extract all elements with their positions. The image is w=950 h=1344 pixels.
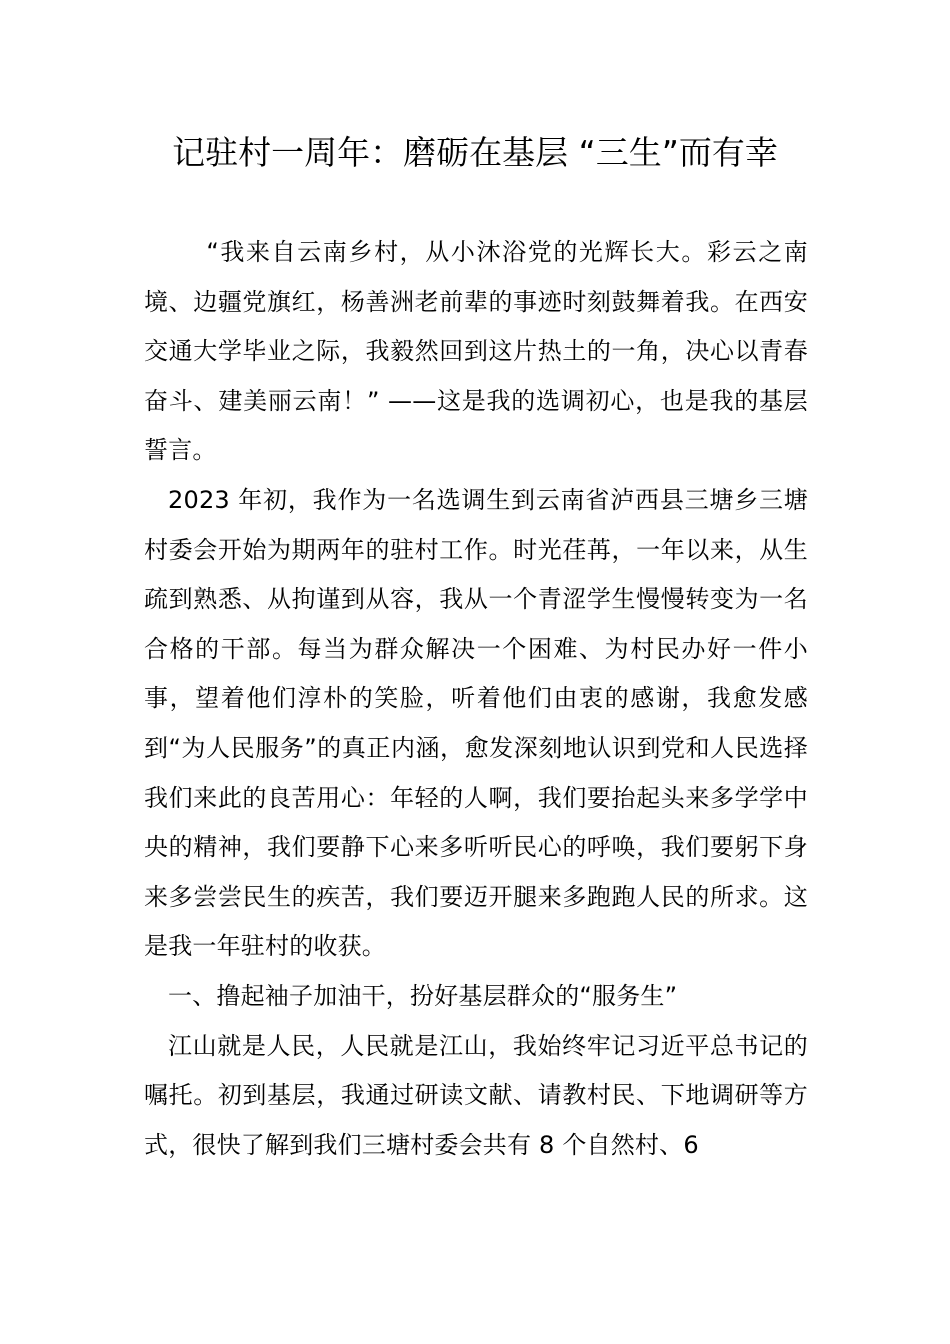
document-body: [144, 228, 808, 1170]
page-title: 记驻村一周年：磨砺在基层 “三生”而有幸: [172, 133, 778, 172]
paragraph-background: 2023 年初，我作为一名选调生到云南省泸西县三塘乡三塘村委会开始为期两年的驻村工作。时光荏苒，一年以来，从生疏到熟悉、从拘谨到从容，我从一个青涩学生慢慢转变为一名合格的干部。每当为群众解决一个困难、为村民办好一件小事，望着他们淳朴的笑脸，听着他们由衷的感谢，我愈发感到“为人民服务”的真正内涵，愈发深刻地认识到党和人民选择我们来此的良苦用心：年轻的人啊，我们要抬起头来多学学中央的精神，我们要静下心来多听听民心的呼唤，我们要躬下身来多尝尝民生的疾苦，我们要迈开腿来多跑跑人民的所求。这是我一年驻村的收获。: [144, 485, 808, 961]
paragraph-intro-quote: “我来自云南乡村，从小沐浴党的光辉长大。彩云之南境、边疆党旗红，杨善洲老前辈的事迹时刻鼓舞着我。在西安交通大学毕业之际，我毅然回到这片热土的一角，决心以青春奋斗、建美丽云南！” ——这是我的选调初心，也是我的基层誓言。: [144, 238, 808, 465]
paragraph-section-1: 江山就是人民，人民就是江山，我始终牢记习近平总书记的嘱托。初到基层，我通过研读文献、请教村民、下地调研等方式，很快了解到我们三塘村委会共有 8 个自然村、6: [144, 1031, 808, 1159]
section-heading-1: 一、撸起袖子加油干，扮好基层群众的“服务生”: [168, 981, 678, 1010]
